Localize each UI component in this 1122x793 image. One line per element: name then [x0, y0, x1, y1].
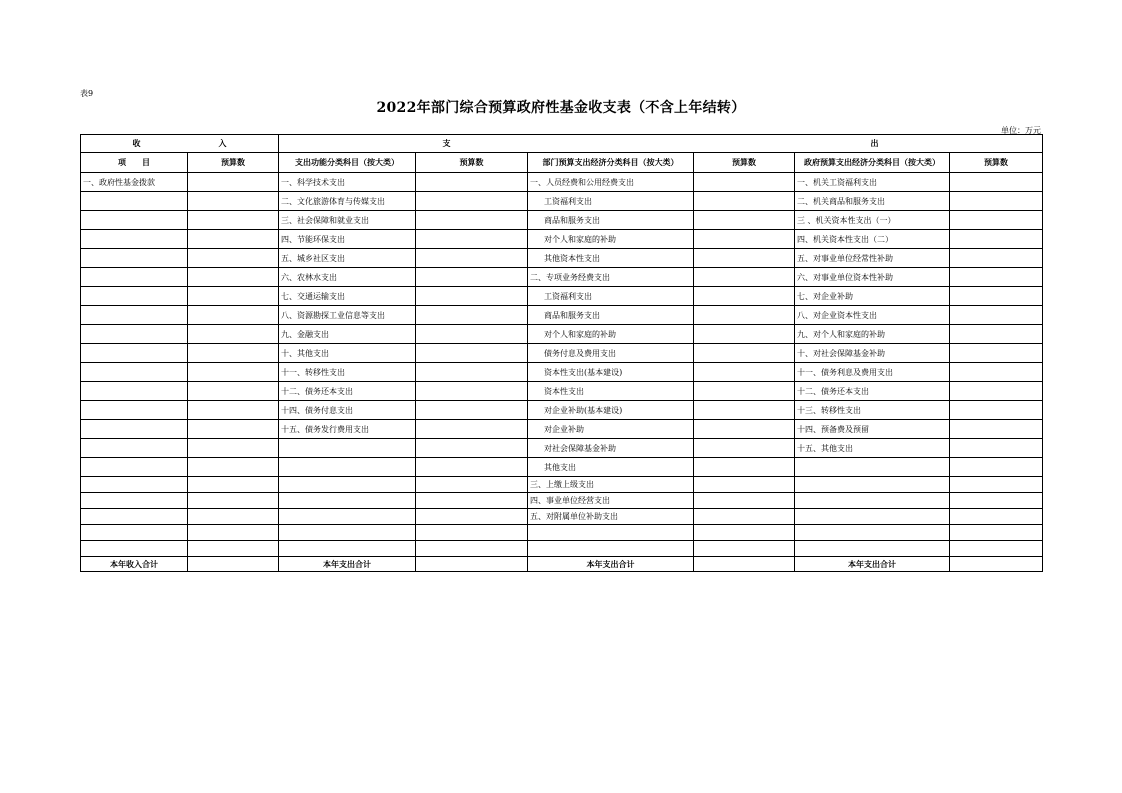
table-row — [81, 287, 1043, 306]
table-row — [81, 493, 1043, 509]
func-item-cell: 九、金融支出 — [279, 325, 416, 344]
dept-item-cell: 商品和服务支出 — [528, 306, 694, 325]
table-row — [81, 268, 1043, 287]
income-budget-cell — [188, 325, 279, 344]
func-item-cell — [279, 509, 416, 525]
gov-item-cell: 七、对企业补助 — [795, 287, 950, 306]
page-title: 2022年部门综合预算政府性基金收支表（不含上年结转） — [376, 100, 746, 116]
income-header-right: 入 — [218, 138, 227, 148]
dept-budget-cell — [694, 287, 795, 306]
dept-item-cell: 对企业补助 — [528, 420, 694, 439]
gov-budget-cell — [950, 173, 1043, 192]
income-item-cell — [81, 439, 188, 458]
dept-budget-cell — [694, 525, 795, 541]
func-budget-cell — [416, 420, 528, 439]
gov-budget-cell — [950, 249, 1043, 268]
func-budget-cell — [416, 493, 528, 509]
col-header-dept-econ: 部门预算支出经济分类科目（按大类） — [528, 153, 694, 173]
func-budget-cell — [416, 541, 528, 557]
func-item-cell: 二、文化旅游体育与传媒支出 — [279, 192, 416, 211]
dept-budget-cell — [694, 325, 795, 344]
col-header-budget-3: 预算数 — [694, 153, 795, 173]
income-total-label: 本年收入合计 — [81, 557, 188, 572]
func-budget-cell — [416, 401, 528, 420]
func-item-cell: 一、科学技术支出 — [279, 173, 416, 192]
table-row — [81, 541, 1043, 557]
gov-item-cell — [795, 477, 950, 493]
income-header-left: 收 — [132, 138, 141, 148]
gov-item-cell: 十二、债务还本支出 — [795, 382, 950, 401]
income-budget-cell — [188, 420, 279, 439]
dept-item-cell: 对社会保障基金补助 — [528, 439, 694, 458]
func-item-cell: 十二、债务还本支出 — [279, 382, 416, 401]
budget-table — [80, 134, 1043, 572]
col-header-gov-econ: 政府预算支出经济分类科目（按大类） — [795, 153, 950, 173]
income-budget-cell — [188, 173, 279, 192]
gov-item-cell: 十五、其他支出 — [795, 439, 950, 458]
table-row — [81, 401, 1043, 420]
func-item-cell: 四、节能环保支出 — [279, 230, 416, 249]
gov-budget-cell — [950, 541, 1043, 557]
gov-item-cell — [795, 509, 950, 525]
func-item-cell: 七、交通运输支出 — [279, 287, 416, 306]
func-item-cell — [279, 493, 416, 509]
dept-item-cell: 债务付息及费用支出 — [528, 344, 694, 363]
gov-budget-cell — [950, 268, 1043, 287]
table-row — [81, 344, 1043, 363]
dept-budget-cell — [694, 541, 795, 557]
func-item-cell — [279, 541, 416, 557]
dept-total-value — [694, 557, 795, 572]
table-row — [81, 249, 1043, 268]
func-item-cell — [279, 477, 416, 493]
income-item-cell — [81, 192, 188, 211]
dept-item-cell: 对企业补助(基本建设) — [528, 401, 694, 420]
income-item-cell — [81, 363, 188, 382]
income-item-cell — [81, 306, 188, 325]
income-budget-cell — [188, 249, 279, 268]
func-item-cell: 十一、转移性支出 — [279, 363, 416, 382]
table-row — [81, 439, 1043, 458]
income-item-cell — [81, 230, 188, 249]
gov-item-cell: 八、对企业资本性支出 — [795, 306, 950, 325]
func-item-cell — [279, 525, 416, 541]
dept-budget-cell — [694, 230, 795, 249]
header-row-group — [81, 135, 1043, 153]
table-number: 表9 — [80, 89, 94, 98]
gov-item-cell — [795, 525, 950, 541]
income-item-cell — [81, 458, 188, 477]
gov-budget-cell — [950, 458, 1043, 477]
func-item-cell: 三、社会保障和就业支出 — [279, 211, 416, 230]
income-item-cell — [81, 287, 188, 306]
gov-budget-cell — [950, 493, 1043, 509]
gov-budget-cell — [950, 525, 1043, 541]
func-item-cell: 十、其他支出 — [279, 344, 416, 363]
dept-item-cell: 五、对附属单位补助支出 — [528, 509, 694, 525]
income-budget-cell — [188, 306, 279, 325]
dept-item-cell: 二、专项业务经费支出 — [528, 268, 694, 287]
func-budget-cell — [416, 382, 528, 401]
dept-budget-cell — [694, 401, 795, 420]
income-total-value — [188, 557, 279, 572]
dept-item-cell: 对个人和家庭的补助 — [528, 230, 694, 249]
income-budget-cell — [188, 439, 279, 458]
income-budget-cell — [188, 541, 279, 557]
income-budget-cell — [188, 458, 279, 477]
dept-item-cell: 工资福利支出 — [528, 192, 694, 211]
gov-item-cell: 一、机关工资福利支出 — [795, 173, 950, 192]
totals-row — [81, 557, 1043, 572]
func-budget-cell — [416, 306, 528, 325]
func-budget-cell — [416, 458, 528, 477]
dept-item-cell: 四、事业单位经营支出 — [528, 493, 694, 509]
income-budget-cell — [188, 525, 279, 541]
dept-item-cell — [528, 541, 694, 557]
dept-budget-cell — [694, 458, 795, 477]
income-item-cell — [81, 401, 188, 420]
dept-budget-cell — [694, 363, 795, 382]
dept-budget-cell — [694, 509, 795, 525]
col-header-budget-1: 预算数 — [188, 153, 279, 173]
func-total-label: 本年支出合计 — [279, 557, 416, 572]
table-row — [81, 230, 1043, 249]
table-row — [81, 420, 1043, 439]
func-item-cell: 十四、债务付息支出 — [279, 401, 416, 420]
income-item-cell — [81, 477, 188, 493]
func-budget-cell — [416, 249, 528, 268]
gov-budget-cell — [950, 344, 1043, 363]
dept-budget-cell — [694, 420, 795, 439]
dept-item-cell: 资本性支出(基本建设) — [528, 363, 694, 382]
dept-budget-cell — [694, 211, 795, 230]
income-item-cell — [81, 525, 188, 541]
func-budget-cell — [416, 509, 528, 525]
dept-item-cell — [528, 525, 694, 541]
dept-item-cell: 对个人和家庭的补助 — [528, 325, 694, 344]
table-row — [81, 173, 1043, 192]
gov-budget-cell — [950, 230, 1043, 249]
func-budget-cell — [416, 230, 528, 249]
income-item-cell — [81, 211, 188, 230]
func-budget-cell — [416, 344, 528, 363]
func-budget-cell — [416, 477, 528, 493]
col-header-budget-4: 预算数 — [950, 153, 1043, 173]
gov-budget-cell — [950, 477, 1043, 493]
dept-item-cell: 其他支出 — [528, 458, 694, 477]
table-row — [81, 325, 1043, 344]
func-budget-cell — [416, 268, 528, 287]
income-budget-cell — [188, 211, 279, 230]
func-total-value — [416, 557, 528, 572]
income-budget-cell — [188, 401, 279, 420]
gov-item-cell — [795, 458, 950, 477]
income-item-cell — [81, 541, 188, 557]
dept-item-cell: 资本性支出 — [528, 382, 694, 401]
func-budget-cell — [416, 439, 528, 458]
income-item-cell — [81, 249, 188, 268]
gov-item-cell: 十一、债务利息及费用支出 — [795, 363, 950, 382]
gov-item-cell: 二、机关商品和服务支出 — [795, 192, 950, 211]
func-budget-cell — [416, 173, 528, 192]
income-item-cell — [81, 325, 188, 344]
func-budget-cell — [416, 192, 528, 211]
income-item-cell — [81, 382, 188, 401]
income-budget-cell — [188, 344, 279, 363]
income-budget-cell — [188, 477, 279, 493]
gov-budget-cell — [950, 306, 1043, 325]
dept-item-cell: 三、上缴上级支出 — [528, 477, 694, 493]
table-row — [81, 458, 1043, 477]
expense-header-right: 出 — [870, 138, 879, 148]
dept-budget-cell — [694, 493, 795, 509]
func-budget-cell — [416, 325, 528, 344]
func-item-cell — [279, 458, 416, 477]
col-header-item: 项 目 — [81, 153, 188, 173]
expense-header-left: 支 — [442, 138, 451, 148]
dept-budget-cell — [694, 439, 795, 458]
table-row — [81, 525, 1043, 541]
dept-budget-cell — [694, 477, 795, 493]
gov-budget-cell — [950, 420, 1043, 439]
dept-item-cell: 其他资本性支出 — [528, 249, 694, 268]
dept-item-cell: 一、人员经费和公用经费支出 — [528, 173, 694, 192]
dept-budget-cell — [694, 382, 795, 401]
income-item-cell — [81, 493, 188, 509]
dept-item-cell: 商品和服务支出 — [528, 211, 694, 230]
unit-label: 单位：万元 — [1001, 126, 1041, 135]
func-item-cell: 六、农林水支出 — [279, 268, 416, 287]
table-row — [81, 192, 1043, 211]
dept-budget-cell — [694, 173, 795, 192]
dept-budget-cell — [694, 249, 795, 268]
dept-item-cell: 工资福利支出 — [528, 287, 694, 306]
gov-budget-cell — [950, 401, 1043, 420]
income-item-cell — [81, 344, 188, 363]
income-budget-cell — [188, 287, 279, 306]
income-item-cell — [81, 509, 188, 525]
table-row — [81, 306, 1043, 325]
income-item-cell — [81, 420, 188, 439]
gov-item-cell: 五、对事业单位经常性补助 — [795, 249, 950, 268]
gov-item-cell — [795, 541, 950, 557]
gov-budget-cell — [950, 439, 1043, 458]
func-item-cell: 五、城乡社区支出 — [279, 249, 416, 268]
gov-item-cell: 四、机关资本性支出（二） — [795, 230, 950, 249]
income-budget-cell — [188, 230, 279, 249]
gov-item-cell: 十四、预备费及预留 — [795, 420, 950, 439]
func-budget-cell — [416, 525, 528, 541]
dept-total-label: 本年支出合计 — [528, 557, 694, 572]
gov-total-value — [950, 557, 1043, 572]
gov-item-cell: 十、对社会保障基金补助 — [795, 344, 950, 363]
income-budget-cell — [188, 493, 279, 509]
gov-item-cell: 十三、转移性支出 — [795, 401, 950, 420]
dept-budget-cell — [694, 268, 795, 287]
func-budget-cell — [416, 211, 528, 230]
gov-budget-cell — [950, 363, 1043, 382]
col-header-func: 支出功能分类科目（按大类） — [279, 153, 416, 173]
dept-budget-cell — [694, 192, 795, 211]
header-row-columns — [81, 153, 1043, 173]
func-budget-cell — [416, 287, 528, 306]
gov-budget-cell — [950, 211, 1043, 230]
income-budget-cell — [188, 268, 279, 287]
gov-budget-cell — [950, 382, 1043, 401]
func-item-cell: 八、资源勘探工业信息等支出 — [279, 306, 416, 325]
income-budget-cell — [188, 363, 279, 382]
func-item-cell: 十五、债务发行费用支出 — [279, 420, 416, 439]
gov-item-cell: 三 、机关资本性支出（一） — [795, 211, 950, 230]
table-row — [81, 509, 1043, 525]
col-header-budget-2: 预算数 — [416, 153, 528, 173]
gov-total-label: 本年支出合计 — [795, 557, 950, 572]
income-group-header — [81, 135, 279, 153]
table-row — [81, 211, 1043, 230]
func-item-cell — [279, 439, 416, 458]
gov-item-cell — [795, 493, 950, 509]
income-budget-cell — [188, 509, 279, 525]
table-row — [81, 477, 1043, 493]
income-budget-cell — [188, 382, 279, 401]
gov-budget-cell — [950, 192, 1043, 211]
income-item-cell — [81, 268, 188, 287]
gov-budget-cell — [950, 325, 1043, 344]
expense-group-header — [279, 135, 1043, 153]
gov-budget-cell — [950, 287, 1043, 306]
income-item-cell: 一、政府性基金拨款 — [81, 173, 188, 192]
func-budget-cell — [416, 363, 528, 382]
gov-item-cell: 九、对个人和家庭的补助 — [795, 325, 950, 344]
table-row — [81, 363, 1043, 382]
dept-budget-cell — [694, 344, 795, 363]
income-budget-cell — [188, 192, 279, 211]
gov-item-cell: 六、对事业单位资本性补助 — [795, 268, 950, 287]
dept-budget-cell — [694, 306, 795, 325]
table-row — [81, 382, 1043, 401]
gov-budget-cell — [950, 509, 1043, 525]
